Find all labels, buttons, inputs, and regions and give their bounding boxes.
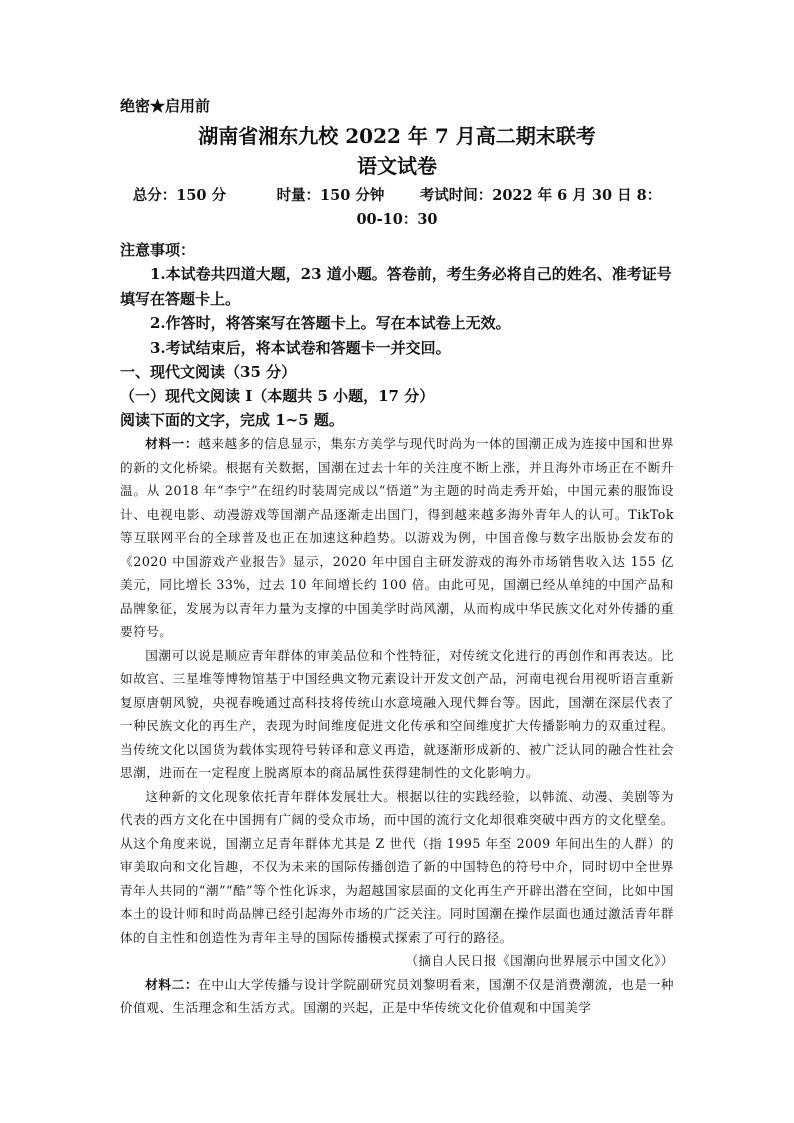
total-score: 总分：150 分 [132,187,227,204]
secret-mark: 绝密★启用前 [120,97,211,115]
material1-paragraph-1: 材料一：越来越多的信息显示，集东方美学与现代时尚为一体的国潮正成为连接中国和世界的新的文化桥梁。根据有关数据，国潮在过去十年的关注度不断上涨，并且海外市场正在不断升温。从 2018 年“李宁”在纽约时装周完成以“悟道”为主题的时尚走秀开始，中国元素的服饰设计、电视电影、动漫游戏等国潮产品逐渐走出国门，得到越来越多海外青年人的认可。TikTok 等互联网平台的全球普及也正在加速这种趋势。以游戏为例，中国音像与数字出版协会发布的《2020 中国游戏产业报告》显示，2020 年中国自主研发游戏的海外市场销售收入达 155 亿美元，同比增长 33%，过去 10 年间增长约 100 倍。由此可见，国潮已经从单纯的中国产品和品牌象征，发展为以青年力量为支撑的中国美学时尚风潮，从而构成中华民族文化对外传播的重要符号。 [120,436,675,639]
notice-item-2: 2.作答时，将答案写在答题卡上。写在本试卷上无效。 [150,314,511,332]
notice-item-3: 3.考试结束后，将本试卷和答题卡一并交回。 [150,338,451,357]
exam-time: 考试时间：2022 年 6 月 30 日 8：00-10：30 [356,187,662,228]
material1-paragraph-2: 国潮可以说是顺应青年群体的审美品位和个性特征，对传统文化进行的再创作和再表达。比如故宫、三星堆等博物馆基于中国经典文物元素设计开发文创产品，河南电视台用视听语言重新复原唐朝风貌，央视春晚通过高科技将传统山水意境融入现代舞台等。因此，国潮在深层代表了一种民族文化的再生产，表现为时间维度促进文化传承和空间维度扩大传播影响力的双重过程。当传统文化以国货为载体实现符号转译和意义再造，就逐渐形成新的、被广泛认同的融合性社会思潮，进而在一定程度上脱离原本的商品属性获得建制性的文化影响力。 [120,647,674,780]
exam-info [120,184,674,232]
subsection-heading: （一）现代文阅读 I（本题共 5 小题，17 分） [120,387,435,405]
material2-label: 材料二： [145,976,199,992]
reading-instruction: 阅读下面的文字，完成 1~5 题。 [120,411,344,429]
material2-paragraph-1: 材料二：在中山大学传播与设计学院副研究员刘黎明看来，国潮不仅是消费潮流，也是一种价值观、生活理念和生活方式。国潮的兴起，正是中华传统文化价值观和中国美学 [120,976,675,1015]
material1-source: （摘自人民日报《国潮向世界展示中国文化》） [405,953,674,968]
exam-subtitle: 语文试卷 [357,154,437,178]
material1-label: 材料一： [145,436,199,451]
section-heading: 一、现代文阅读（35 分） [120,363,297,381]
notice-title: 注意事项： [120,241,196,259]
notice-item-1: 1.本试卷共四道大题，23 道小题。答卷前，考生务必将自己的姓名、准考证号填写在答题卡上。 [120,265,672,308]
duration: 时量：150 分钟 [276,187,385,204]
exam-title: 湖南省湘东九校 2022 年 7 月高二期末联考 [198,124,596,148]
material1-paragraph-3: 这种新的文化现象依托青年群体发展壮大。根据以往的实践经验，以韩流、动漫、美剧等为代表的西方文化在中国拥有广阔的受众市场，而中国的流行文化却很难突破中西方的文化壁垒。从这个角度来说，国潮立足青年群体尤其是 Z 世代（指 1995 年至 2009 年间出生的人群）的审美取向和文化旨趣，不仅为未来的国际传播创造了新的中国特色的符号中介，同时切中全世界青年人共同的“潮”“酷”等个性化诉求，为超越国家层面的文化再生产开辟出潜在空间，比如中国本土的设计师和时尚品牌已经引起海外市场的广泛关注。同时国潮在操作层面也通过激活青年群体的自主性和创造性为青年主导的国际传播模式探索了可行的路径。 [120,788,674,945]
